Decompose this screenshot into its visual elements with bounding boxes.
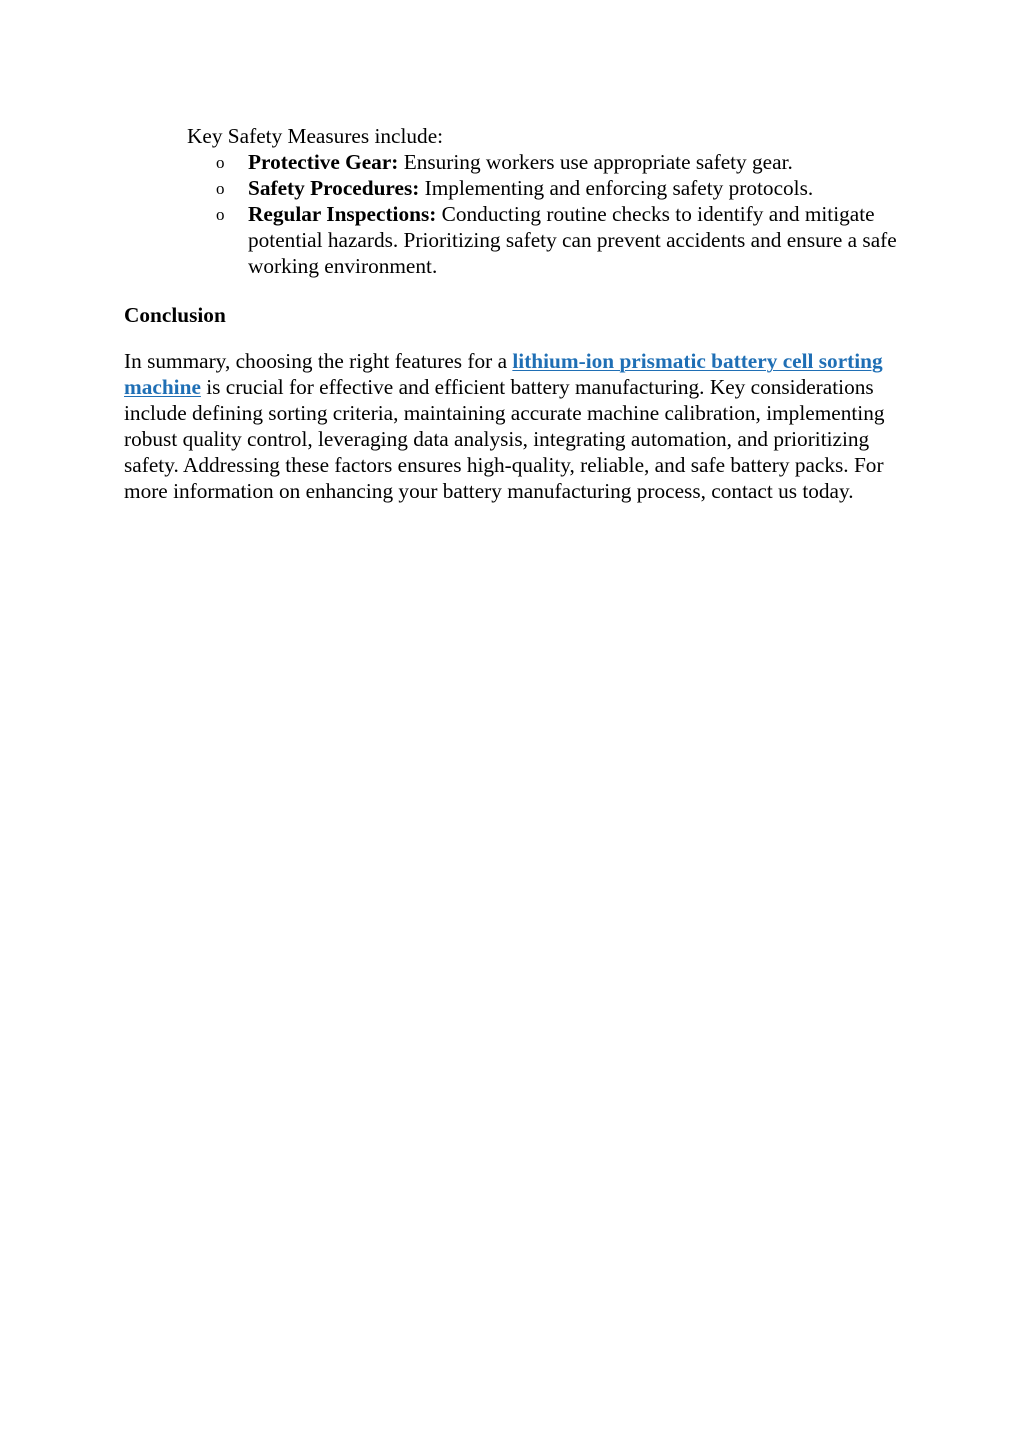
list-item	[0, 149, 898, 175]
circle-bullet-icon: o	[216, 179, 225, 198]
list-item	[0, 175, 898, 201]
list-item	[0, 201, 898, 279]
list-item-label: Protective Gear:	[248, 150, 399, 174]
paragraph-text-after-link: is crucial for effective and efficient battery manufacturing. Key considerations include defining sorting criteria, maintaining accurate machine calibration, implementing robust quality control, leveraging data analysis, integrating automation, and prioritizing safety. Addressing these factors ensures high-quality, reliable, and safe battery packs. For more information on enhancing your battery manufacturing process, contact us today.	[124, 375, 885, 503]
paragraph-text-before-link: In summary, choosing the right features for a	[124, 349, 513, 373]
circle-bullet-icon: o	[216, 153, 225, 172]
list-item-description: Ensuring workers use appropriate safety gear.	[398, 150, 793, 174]
list-item-description: Conducting routine checks to identify and mitigate potential hazards. Prioritizing safety can prevent accidents and ensure a safe working environment.	[248, 202, 897, 278]
list-item-label: Safety Procedures:	[248, 176, 420, 200]
safety-measures-list	[0, 149, 1023, 279]
circle-bullet-icon: o	[216, 205, 225, 224]
product-link[interactable]: lithium-ion prismatic battery cell sorting machine	[124, 349, 883, 399]
conclusion-paragraph	[124, 348, 894, 504]
list-item-text	[248, 201, 898, 279]
safety-measures-intro: Key Safety Measures include:	[187, 124, 444, 148]
conclusion-heading: Conclusion	[124, 303, 226, 327]
list-item-description: Implementing and enforcing safety protocols.	[419, 176, 814, 200]
list-item-text	[248, 149, 898, 175]
list-item-text	[248, 175, 898, 201]
list-item-label: Regular Inspections:	[248, 202, 437, 226]
